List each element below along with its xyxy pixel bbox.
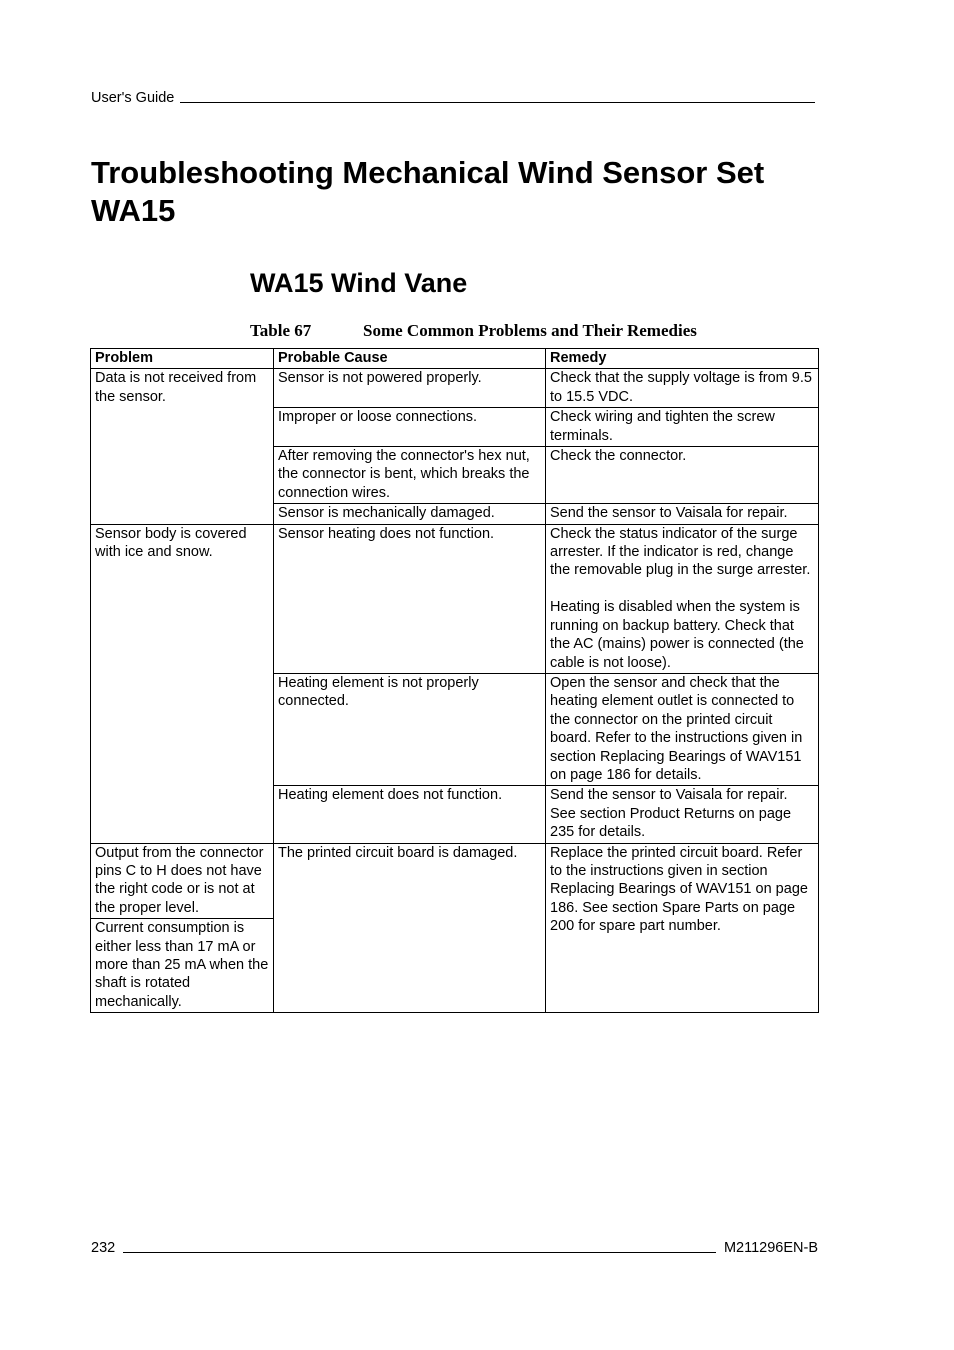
table-number: Table 67 bbox=[250, 321, 312, 340]
remedy-cell: Check the status indicator of the surge arrester. If the indicator is red, change the removable plug in the surge arrester. Heating is disabled when the system is running on backup battery. Check that the AC (mains) power is connected (the cable is not loose). bbox=[546, 524, 819, 673]
column-header-remedy: Remedy bbox=[546, 349, 819, 369]
table-row bbox=[91, 369, 819, 408]
remedy-cell: Check wiring and tighten the screw terminals. bbox=[546, 408, 819, 447]
problem-cell: Output from the connector pins C to H does not have the right code or is not at the proper level. bbox=[91, 843, 274, 919]
running-footer bbox=[91, 1240, 818, 1256]
problem-cell: Data is not received from the sensor. bbox=[91, 369, 274, 524]
remedy-cell: Check the connector. bbox=[546, 447, 819, 504]
troubleshooting-table bbox=[90, 348, 819, 1013]
cause-cell: Improper or loose connections. bbox=[274, 408, 546, 447]
running-header bbox=[91, 90, 815, 106]
remedy-cell: Send the sensor to Vaisala for repair. See section Product Returns on page 235 for details. bbox=[546, 786, 819, 843]
problem-cell: Current consumption is either less than 17 mA or more than 25 mA when the shaft is rotated mechanically. bbox=[91, 919, 274, 1013]
remedy-cell: Open the sensor and check that the heating element outlet is connected to the connector on the printed circuit board. Refer to the instructions given in section Replacing Bearings of WAV151 on page 186 for details. bbox=[546, 673, 819, 785]
table-row bbox=[91, 524, 819, 673]
page-number: 232 bbox=[91, 1240, 116, 1256]
header-rule bbox=[180, 102, 815, 103]
footer-rule bbox=[123, 1252, 716, 1253]
header-text: User's Guide bbox=[91, 90, 175, 106]
cause-cell: The printed circuit board is damaged. bbox=[274, 843, 546, 1013]
cause-cell: Heating element does not function. bbox=[274, 786, 546, 843]
page-title: Troubleshooting Mechanical Wind Sensor Set WA15 bbox=[91, 155, 765, 228]
cause-cell: Heating element is not properly connected. bbox=[274, 673, 546, 785]
table-header-row bbox=[91, 349, 819, 369]
column-header-cause: Probable Cause bbox=[274, 349, 546, 369]
table-row bbox=[91, 843, 819, 919]
column-header-problem: Problem bbox=[91, 349, 274, 369]
cause-cell: After removing the connector's hex nut, the connector is bent, which breaks the connection wires. bbox=[274, 447, 546, 504]
table-caption bbox=[250, 321, 697, 341]
problem-cell: Sensor body is covered with ice and snow. bbox=[91, 524, 274, 843]
remedy-cell: Send the sensor to Vaisala for repair. bbox=[546, 504, 819, 524]
document-code: M211296EN-B bbox=[723, 1240, 818, 1256]
cause-cell: Sensor is not powered properly. bbox=[274, 369, 546, 408]
section-title: WA15 Wind Vane bbox=[250, 268, 468, 298]
remedy-cell: Check that the supply voltage is from 9.5 to 15.5 VDC. bbox=[546, 369, 819, 408]
cause-cell: Sensor heating does not function. bbox=[274, 524, 546, 673]
cause-cell: Sensor is mechanically damaged. bbox=[274, 504, 546, 524]
remedy-cell: Replace the printed circuit board. Refer to the instructions given in section Replacing Bearings of WAV151 on page 186. See section Spare Parts on page 200 for spare part number. bbox=[546, 843, 819, 1013]
table-caption-text: Some Common Problems and Their Remedies bbox=[363, 321, 697, 340]
